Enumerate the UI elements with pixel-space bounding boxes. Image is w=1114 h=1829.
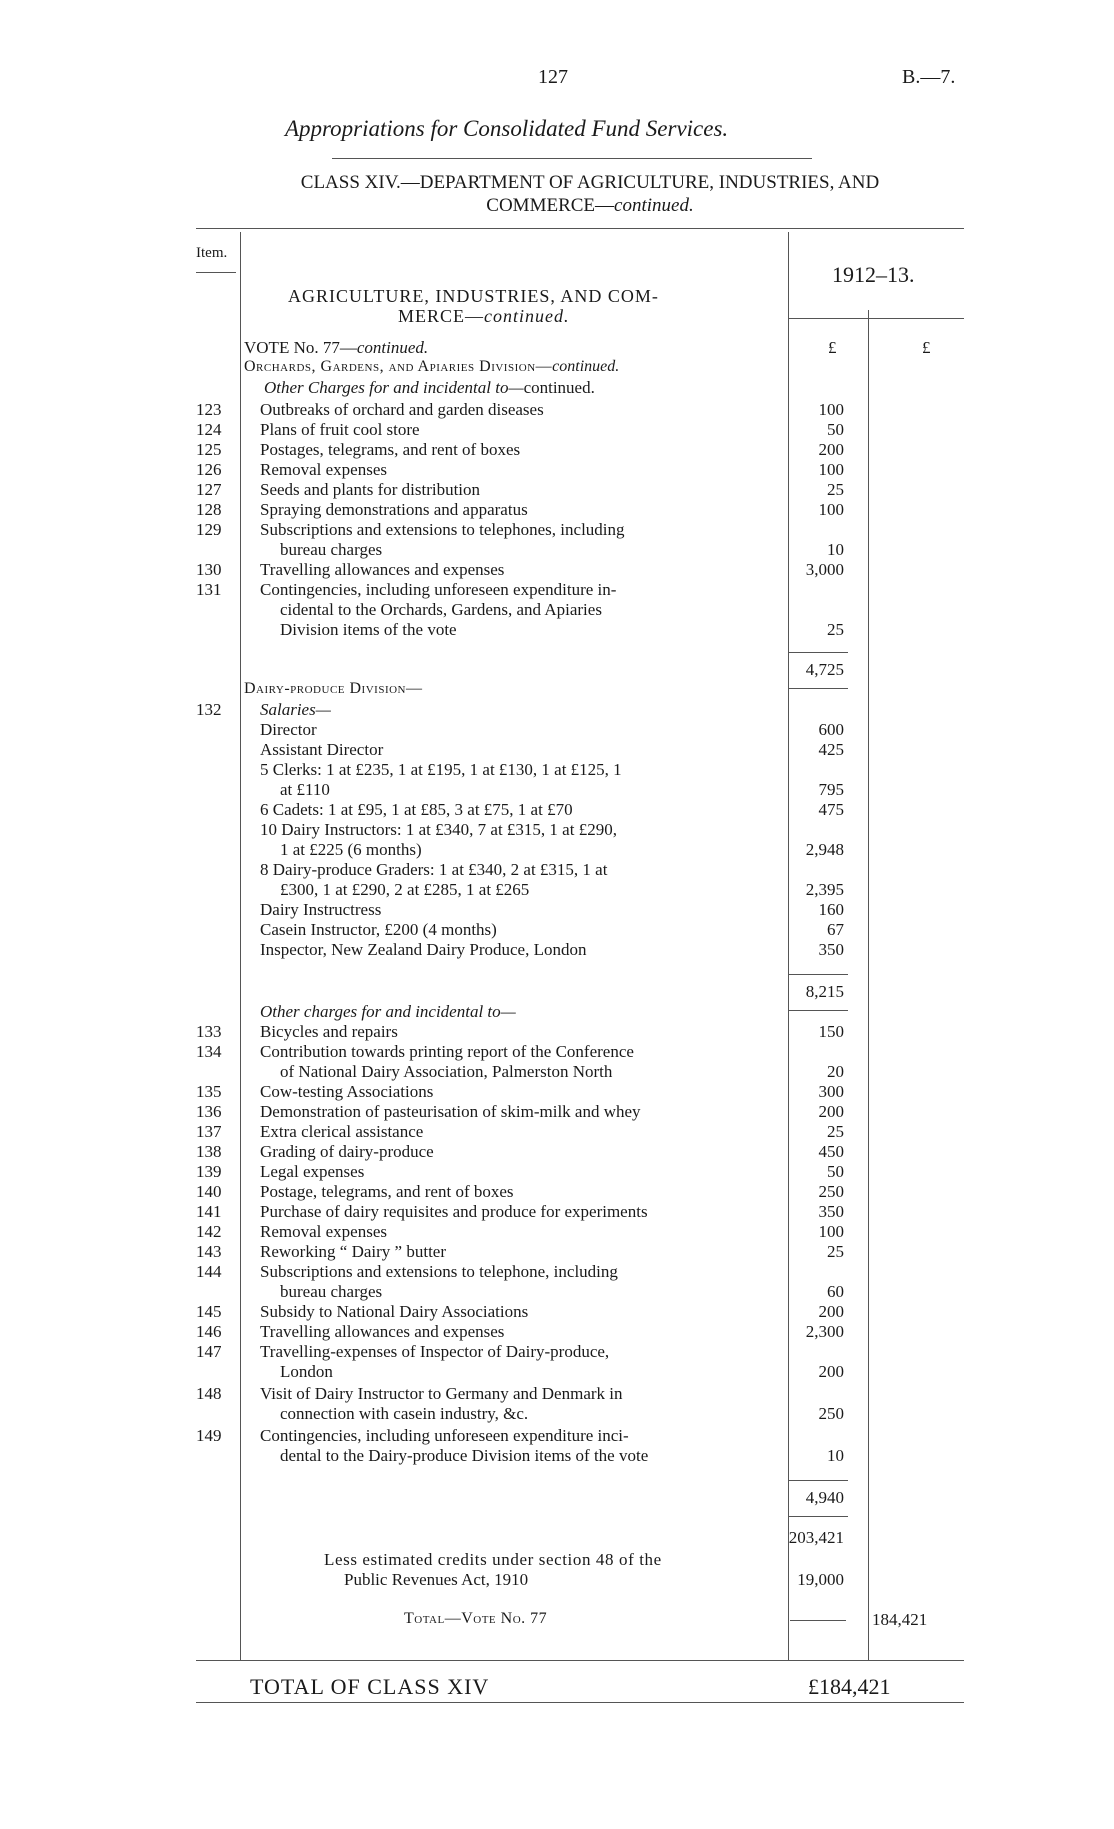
- item-amount: 250: [818, 1404, 844, 1423]
- item-amount: 25: [827, 1122, 844, 1141]
- item-number: 146: [196, 1322, 222, 1341]
- item-amount: 50: [827, 420, 844, 439]
- total-vote-amount: 184,421: [872, 1610, 928, 1629]
- item-number: 131: [196, 580, 222, 599]
- page-title: Appropriations for Consolidated Fund Services.: [285, 116, 729, 141]
- item-number: 123: [196, 400, 222, 419]
- other-subtotal-rule: [788, 1480, 848, 1481]
- table-row: [196, 1242, 1036, 1262]
- table-row: [196, 460, 1036, 480]
- class-heading-plain: COMMERCE—: [486, 195, 615, 216]
- item-description: Legal expenses: [260, 1162, 365, 1181]
- table-row-continued: [196, 1404, 1036, 1424]
- footer-rule-bottom: [196, 1702, 964, 1703]
- item-number: 136: [196, 1102, 222, 1121]
- orchards-subtotal: 4,725: [805, 660, 844, 679]
- item-amount: 67: [827, 920, 844, 939]
- pound-symbol-1: £: [828, 338, 837, 357]
- item-amount: 2,948: [805, 840, 844, 859]
- item-amount: 10: [827, 540, 844, 559]
- item-amount: 100: [818, 400, 844, 419]
- item-description: Casein Instructor, £200 (4 months): [260, 920, 497, 939]
- item-number: 129: [196, 520, 222, 539]
- item-amount: 200: [818, 1362, 844, 1381]
- table-row: [196, 900, 1036, 920]
- table-row: [196, 420, 1036, 440]
- item-amount: 200: [818, 1302, 844, 1321]
- item-description: Bicycles and repairs: [260, 1022, 398, 1041]
- orchards-subheading-plain: continued.: [523, 378, 595, 397]
- item-amount: 160: [818, 900, 844, 919]
- salaries-row: [196, 700, 1036, 720]
- table-row: [196, 760, 1036, 780]
- item-description: Purchase of dairy requisites and produce for experiments: [260, 1202, 648, 1221]
- table-row: [196, 1342, 1036, 1362]
- item-amount: 350: [818, 1202, 844, 1221]
- table-row-continued: [196, 1282, 1036, 1302]
- table-row-continued: [196, 620, 1036, 640]
- footer-rule-top: [196, 1660, 964, 1661]
- item-number: 139: [196, 1162, 222, 1181]
- table-row: [196, 820, 1036, 840]
- item-description: 5 Clerks: 1 at £235, 1 at £195, 1 at £130, 1 at £125, 1: [260, 760, 622, 779]
- item-description: Cow-testing Associations: [260, 1082, 434, 1101]
- total-vote-dash: [790, 1620, 846, 1621]
- item-description-cont: 1 at £225 (6 months): [280, 840, 422, 859]
- item-description: Travelling-expenses of Inspector of Dairy-produce,: [260, 1342, 610, 1361]
- item-number: 145: [196, 1302, 222, 1321]
- orchards-heading: [244, 358, 619, 376]
- item-amount: 100: [818, 500, 844, 519]
- item-description-cont: Division items of the vote: [280, 620, 457, 639]
- item-description: Contingencies, including unforeseen expenditure in-: [260, 580, 617, 599]
- table-row: [196, 940, 1036, 960]
- item-description-cont: £300, 1 at £290, 2 at £285, 1 at £265: [280, 880, 530, 899]
- credits-amount: 19,000: [797, 1570, 844, 1589]
- table-row-continued: [196, 540, 1036, 560]
- credits-line2: Public Revenues Act, 1910: [344, 1570, 529, 1589]
- item-amount: 10: [827, 1446, 844, 1465]
- dept-heading-italic: continued.: [484, 306, 570, 326]
- item-number: 127: [196, 480, 222, 499]
- item-number: 134: [196, 1042, 222, 1061]
- item-number: 128: [196, 500, 222, 519]
- item-description: Subscriptions and extensions to telephone, including: [260, 1262, 618, 1281]
- table-row-continued: [196, 1362, 1036, 1382]
- item-description: Director: [260, 720, 317, 739]
- item-description-cont: bureau charges: [280, 1282, 383, 1301]
- credits-line1: Less estimated credits under section 48 of the: [324, 1550, 662, 1569]
- item-amount: 200: [818, 440, 844, 459]
- item-amount: 350: [818, 940, 844, 959]
- vote-heading: [244, 338, 428, 358]
- item-description: Visit of Dairy Instructor to Germany and Denmark in: [260, 1384, 623, 1403]
- table-row: [196, 1122, 1036, 1142]
- table-row: [196, 1262, 1036, 1282]
- item-number: 130: [196, 560, 222, 579]
- item-description: 8 Dairy-produce Graders: 1 at £340, 2 at £315, 1 at: [260, 860, 608, 879]
- table-row: [196, 1142, 1036, 1162]
- table-row: [196, 1384, 1036, 1404]
- item-number: 148: [196, 1384, 222, 1403]
- table-row: [196, 1202, 1036, 1222]
- table-row: [196, 1426, 1036, 1446]
- total-class-amount: £184,421: [808, 1674, 891, 1699]
- table-row: [196, 800, 1036, 820]
- total-vote-label: Total—Vote No. 77: [404, 1610, 548, 1627]
- item-description: Plans of fruit cool store: [260, 420, 420, 439]
- table-row: [196, 400, 1036, 420]
- item-amount: 250: [818, 1182, 844, 1201]
- item-number: 135: [196, 1082, 222, 1101]
- item-number: 142: [196, 1222, 222, 1241]
- item-amount: 300: [818, 1082, 844, 1101]
- class-heading-italic: continued.: [614, 195, 694, 216]
- item-description: Dairy Instructress: [260, 900, 382, 919]
- item-description-cont: of National Dairy Association, Palmerston North: [280, 1062, 613, 1081]
- item-number: 137: [196, 1122, 222, 1141]
- page-reference: B.—7.: [902, 66, 956, 88]
- orchards-subtotal-rule-bottom: [788, 688, 848, 689]
- item-description: 6 Cadets: 1 at £95, 1 at £85, 3 at £75, 1 at £70: [260, 800, 573, 819]
- item-amount: 20: [827, 1062, 844, 1081]
- other-charges-subtotal: 4,940: [805, 1488, 844, 1507]
- item-header-underline: [196, 272, 236, 273]
- table-row: [196, 1322, 1036, 1342]
- item-description: Removal expenses: [260, 460, 387, 479]
- item-number: 149: [196, 1426, 222, 1445]
- pound-symbol-2: £: [922, 338, 931, 357]
- item-description-cont: cidental to the Orchards, Gardens, and Apiaries: [280, 600, 602, 619]
- table-row: [196, 1182, 1036, 1202]
- salaries-subtotal-rule-bottom: [788, 1010, 848, 1011]
- item-number: 132: [196, 700, 222, 719]
- salaries-subtotal: 8,215: [805, 982, 844, 1001]
- item-number: 133: [196, 1022, 222, 1041]
- item-amount: 60: [827, 1282, 844, 1301]
- item-number: 138: [196, 1142, 222, 1161]
- orchards-heading-italic: continued.: [552, 358, 620, 375]
- dept-heading-line2: [398, 306, 570, 327]
- item-number: 140: [196, 1182, 222, 1201]
- item-description: Grading of dairy-produce: [260, 1142, 434, 1161]
- item-amount: 3,000: [805, 560, 844, 579]
- item-description: Removal expenses: [260, 1222, 387, 1241]
- item-description: Reworking “ Dairy ” butter: [260, 1242, 446, 1261]
- dept-heading-plain: MERCE—: [398, 306, 485, 326]
- table-row: [196, 520, 1036, 540]
- item-description: Spraying demonstrations and apparatus: [260, 500, 528, 519]
- item-number: 144: [196, 1262, 222, 1281]
- item-description: Seeds and plants for distribution: [260, 480, 481, 499]
- table-row: [196, 480, 1036, 500]
- table-row: [196, 920, 1036, 940]
- item-description-cont: London: [280, 1362, 333, 1381]
- item-description-cont: connection with casein industry, &c.: [280, 1404, 529, 1423]
- item-number: 126: [196, 460, 222, 479]
- table-row-continued: [196, 840, 1036, 860]
- year-column-header: 1912–13.: [832, 262, 915, 287]
- table-row: [196, 1222, 1036, 1242]
- total-class-label: TOTAL OF CLASS XIV: [250, 1674, 490, 1699]
- item-number: 125: [196, 440, 222, 459]
- salaries-label: Salaries—: [260, 700, 331, 719]
- item-amount: 25: [827, 1242, 844, 1261]
- orchards-heading-plain: Orchards, Gardens, and Apiaries Division—: [244, 358, 553, 375]
- item-amount: 50: [827, 1162, 844, 1181]
- item-amount: 2,300: [805, 1322, 844, 1341]
- class-heading-line1: CLASS XIV.—DEPARTMENT OF AGRICULTURE, INDUSTRIES, AND: [300, 172, 880, 193]
- item-description: Contingencies, including unforeseen expenditure inci-: [260, 1426, 629, 1445]
- class-heading-line2: [210, 195, 970, 217]
- item-description: Travelling allowances and expenses: [260, 560, 505, 579]
- table-row: [196, 1102, 1036, 1122]
- table-row-continued: [196, 600, 1036, 620]
- table-row: [196, 1022, 1036, 1042]
- page-number: 127: [538, 66, 568, 88]
- table-row: [196, 1302, 1036, 1322]
- other-subtotal-rule-bottom: [788, 1516, 848, 1517]
- orchards-subheading: [264, 378, 595, 398]
- table-row: [196, 740, 1036, 760]
- table-row: [196, 1082, 1036, 1102]
- other-charges-label: Other charges for and incidental to—: [260, 1002, 516, 1021]
- item-number: 143: [196, 1242, 222, 1261]
- item-amount: 795: [818, 780, 844, 799]
- orchards-subtotal-rule: [788, 652, 848, 653]
- dairy-heading: Dairy-produce Division—: [244, 680, 423, 697]
- dept-heading-line1: AGRICULTURE, INDUSTRIES, AND COM-: [288, 286, 659, 306]
- item-description: Postage, telegrams, and rent of boxes: [260, 1182, 514, 1201]
- table-row: [196, 860, 1036, 880]
- orchards-subheading-italic: Other Charges for and incidental to—: [264, 378, 524, 397]
- heading-rule: [196, 228, 964, 229]
- table-row-continued: [196, 1446, 1036, 1466]
- table-row: [196, 1162, 1036, 1182]
- item-amount: 450: [818, 1142, 844, 1161]
- table-row: [196, 580, 1036, 600]
- table-row: [196, 440, 1036, 460]
- table-row-continued: [196, 1062, 1036, 1082]
- item-amount: 100: [818, 1222, 844, 1241]
- item-description: Travelling allowances and expenses: [260, 1322, 505, 1341]
- salaries-subtotal-rule: [788, 974, 848, 975]
- item-column-header: Item.: [196, 245, 228, 261]
- item-description: Demonstration of pasteurisation of skim-milk and whey: [260, 1102, 641, 1121]
- item-description: Subscriptions and extensions to telephones, including: [260, 520, 625, 539]
- item-number: 141: [196, 1202, 222, 1221]
- item-amount: 475: [818, 800, 844, 819]
- item-amount: 25: [827, 620, 844, 639]
- year-header-rule: [788, 318, 964, 319]
- title-rule: [332, 158, 812, 159]
- item-description-cont: bureau charges: [280, 540, 383, 559]
- item-number: 124: [196, 420, 222, 439]
- table-row-continued: [196, 880, 1036, 900]
- item-amount: 100: [818, 460, 844, 479]
- item-description: Inspector, New Zealand Dairy Produce, London: [260, 940, 587, 959]
- item-number: 147: [196, 1342, 222, 1361]
- table-row: [196, 560, 1036, 580]
- vote-heading-italic: continued.: [356, 338, 429, 357]
- item-description-cont: dental to the Dairy-produce Division items of the vote: [280, 1446, 649, 1465]
- item-amount: 600: [818, 720, 844, 739]
- gross-total: 203,421: [788, 1528, 844, 1547]
- table-row: [196, 500, 1036, 520]
- item-description: Postages, telegrams, and rent of boxes: [260, 440, 521, 459]
- item-description: Outbreaks of orchard and garden diseases: [260, 400, 544, 419]
- item-description: Contribution towards printing report of the Conference: [260, 1042, 634, 1061]
- item-description-cont: at £110: [280, 780, 330, 799]
- item-amount: 25: [827, 480, 844, 499]
- item-amount: 200: [818, 1102, 844, 1121]
- item-amount: 2,395: [805, 880, 844, 899]
- item-description: 10 Dairy Instructors: 1 at £340, 7 at £315, 1 at £290,: [260, 820, 617, 839]
- table-row-continued: [196, 780, 1036, 800]
- item-description: Assistant Director: [260, 740, 384, 759]
- item-amount: 150: [818, 1022, 844, 1041]
- item-amount: 425: [818, 740, 844, 759]
- table-row: [196, 1042, 1036, 1062]
- vote-heading-plain: VOTE No. 77—: [244, 338, 357, 357]
- item-description: Subsidy to National Dairy Associations: [260, 1302, 529, 1321]
- table-row: [196, 720, 1036, 740]
- item-description: Extra clerical assistance: [260, 1122, 424, 1141]
